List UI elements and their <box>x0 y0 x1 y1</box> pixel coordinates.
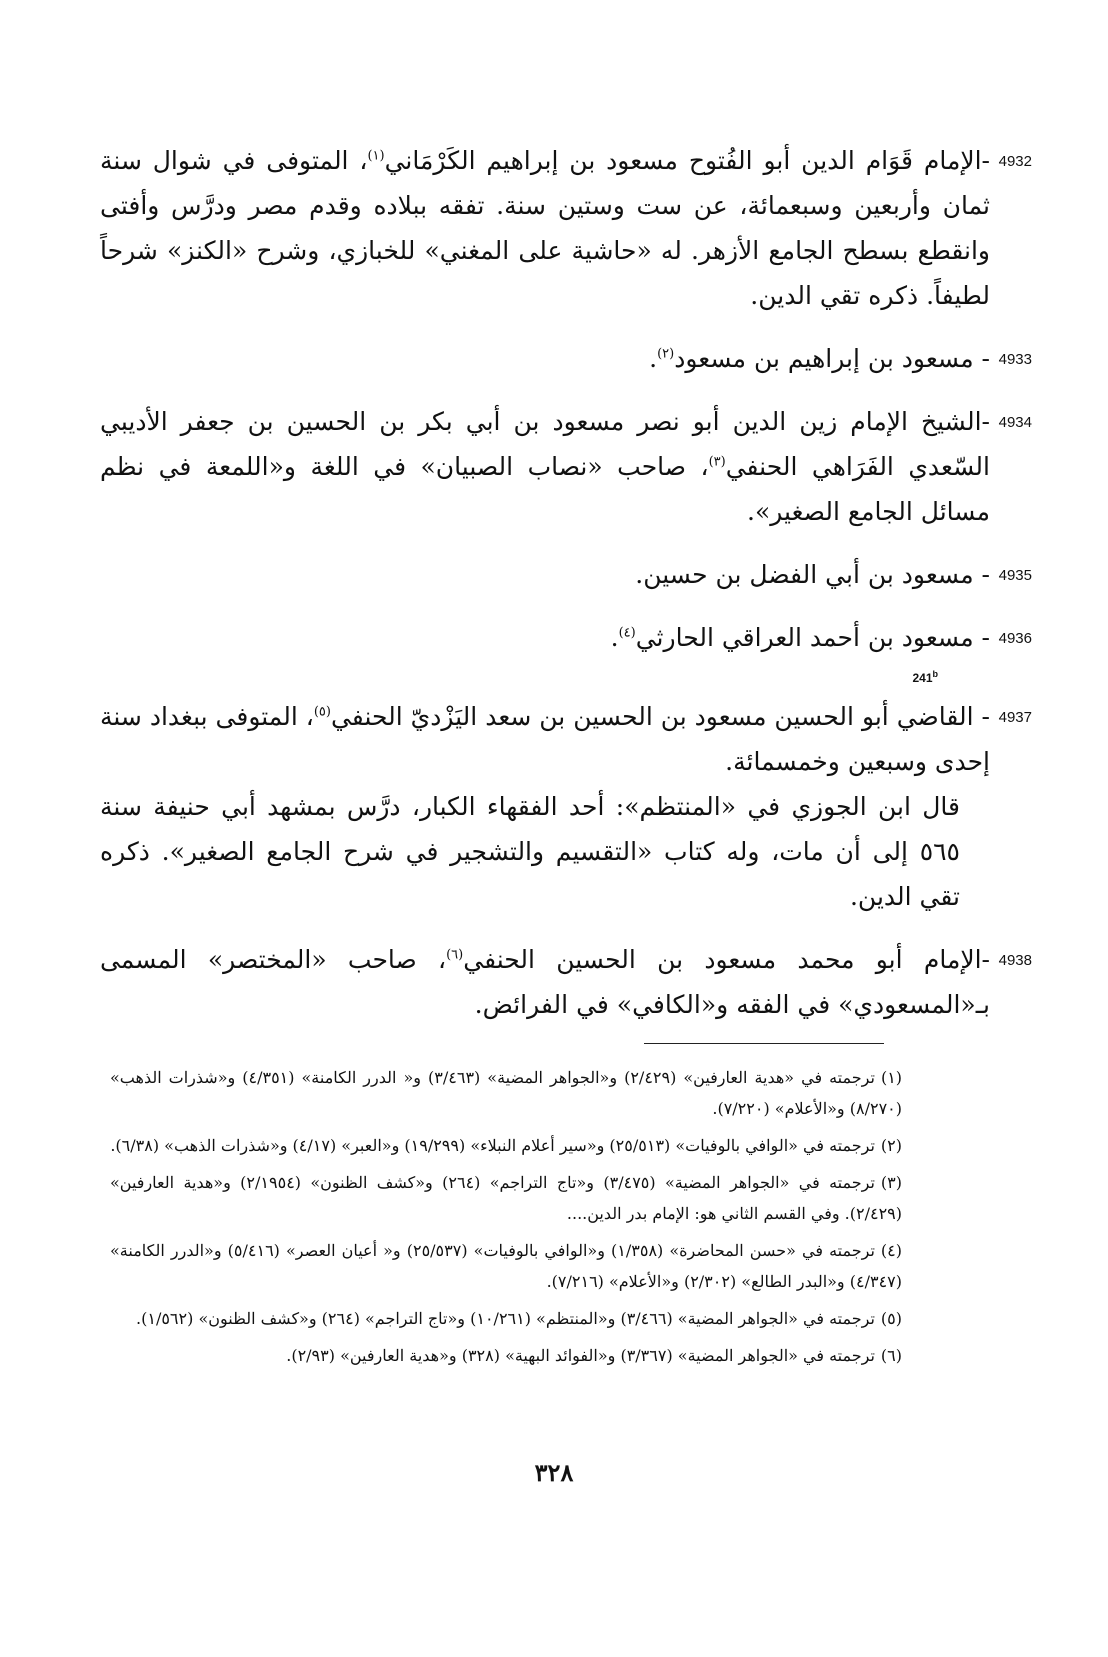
entry-text: -الشيخ الإمام زين الدين أبو نصر مسعود بن أبي بكر بن الحسين بن جعفر الأديبي السّعدي الفَرَاهي الحنفي <box>100 407 990 481</box>
footnote-text: ترجمته في «الجواهر المضية» (٣/٣٦٧) و«الفوائد البهية» (٣٢٨) و«هدية العارفين» (٢/٩٣). <box>286 1346 875 1365</box>
footnote-number: (١) <box>880 1068 903 1087</box>
footnote <box>110 1303 902 1334</box>
footnote <box>110 1235 902 1297</box>
entry-text: -الإمام قَوَام الدين أبو الفُتوح مسعود بن إبراهيم الكَرْمَاني <box>384 146 990 175</box>
footnote-text: ترجمته في «الجواهر المضية» (٣/٤٧٥) و«تاج التراجم» (٢٦٤) و«كشف الظنون» (٢/١٩٥٤) و«هدية العارفين» (٢/٤٢٩). وفي القسم الثاني هو: الإمام بدر الدين.... <box>110 1173 902 1223</box>
entry-4938 <box>100 937 1032 1027</box>
entry-quote: قال ابن الجوزي في «المنتظم»: أحد الفقهاء الكبار، درَّس بمشهد أبي حنيفة سنة ٥٦٥ إلى أن مات، وله كتاب «التقسيم والتشجير في شرح الجامع الصغير». ذكره تقي الدين. <box>100 792 960 911</box>
entry-text-cont: ، المتوفى في شوال سنة ثمان وأربعين وسبعمائة، عن ست وستين سنة. تفقه ببلاده وقدم مصر ودرَّس وأفتى وانقطع بسطح الجامع الأزهر. له «حاشية على المغني» للخبازي، وشرح «الكنز» شرحاً لطيفاً. ذكره تقي الدين. <box>100 146 990 310</box>
footnote <box>110 1062 902 1124</box>
footnote-number: (٦) <box>880 1346 902 1365</box>
entry-text: - القاضي أبو الحسين مسعود بن الحسين بن سعد اليَزْديّ الحنفي <box>330 702 990 731</box>
entry-number: 4932 <box>998 153 1032 170</box>
footnote-ref[interactable]: (٤) <box>618 625 636 641</box>
folio-marker-number: 241 <box>912 671 933 685</box>
entry-number: 4937 <box>998 709 1032 726</box>
footnote-ref[interactable]: (٥) <box>313 704 331 720</box>
footnote-text: ترجمته في «الجواهر المضية» (٣/٤٦٦) و«المنتظم» (١٠/٢٦١) و«تاج التراجم» (٢٦٤) و«كشف الظنون» (١/٥٦٢). <box>136 1309 875 1328</box>
entry-number: 4935 <box>998 567 1032 584</box>
footnote-separator <box>644 1043 884 1044</box>
footnote <box>110 1167 902 1229</box>
entry-number: 4938 <box>998 952 1032 969</box>
page-number: ٣٢٨ <box>534 1458 574 1487</box>
entry-text: - مسعود بن أحمد العراقي الحارثي <box>635 623 990 652</box>
footnotes-section <box>110 1062 902 1377</box>
footnote-ref[interactable]: (٢) <box>657 346 675 362</box>
folio-marker-side: b <box>932 669 938 679</box>
entry-4934 <box>100 399 1032 534</box>
entry-4932 <box>100 138 1032 318</box>
footnote-number: (٤) <box>880 1241 902 1260</box>
entry-4933 <box>100 336 1032 381</box>
footnote-ref[interactable]: (٣) <box>708 454 726 470</box>
footnote-number: (٥) <box>880 1309 902 1328</box>
footnote-text: ترجمته في «حسن المحاضرة» (١/٣٥٨) و«الوافي بالوفيات» (٢٥/٥٣٧) و« أعيان العصر» (٥/٤١٦) و«الدرر الكامنة» (٤/٣٤٧) و«البدر الطالع» (٢/٣٠٢) و«الأعلام» (٧/٢١٦). <box>110 1241 902 1291</box>
footnote-ref[interactable]: (٦) <box>446 947 464 963</box>
footnote-number: (٢) <box>880 1136 902 1155</box>
footnote <box>110 1340 902 1371</box>
entry-text: -الإمام أبو محمد مسعود بن الحسين الحنفي <box>463 945 990 974</box>
footnote-text: ترجمته في «الوافي بالوفيات» (٢٥/٥١٣) و«سير أعلام النبلاء» (١٩/٢٩٩) و«العبر» (٤/١٧) و«شذرات الذهب» (٦/٣٨). <box>110 1136 875 1155</box>
entry-4937 <box>99 694 1032 919</box>
entry-text-cont: ، صاحب «المختصر» المسمى بـ«المسعودي» في الفقه و«الكافي» في الفرائض. <box>100 945 990 1019</box>
entry-number: 4933 <box>998 351 1032 368</box>
footnote <box>110 1130 902 1161</box>
folio-marker <box>100 668 990 688</box>
footnote-ref[interactable]: (١) <box>367 148 385 164</box>
entry-text-cont: ، صاحب «نصاب الصبيان» في اللغة و«اللمعة في نظم مسائل الجامع الصغير». <box>100 452 990 526</box>
entry-4936 <box>100 615 1032 660</box>
entry-text-cont: . <box>610 623 619 652</box>
entry-number: 4934 <box>998 414 1032 431</box>
entries-section <box>99 138 1032 1045</box>
footnote-text: ترجمته في «هدية العارفين» (٢/٤٢٩) و«الجواهر المضية» (٣/٤٦٣) و« الدرر الكامنة» (٤/٣٥١) و«شذرات الذهب» (٨/٢٧٠) و«الأعلام» (٧/٢٢٠). <box>110 1068 902 1118</box>
entry-4935 <box>100 552 1032 597</box>
entry-text: - مسعود بن إبراهيم بن مسعود <box>674 344 990 373</box>
entry-text: - مسعود بن أبي الفضل بن حسين. <box>635 560 990 589</box>
footnote-number: (٣) <box>880 1173 902 1192</box>
entry-text-cont: . <box>649 344 658 373</box>
entry-text-cont: ، المتوفى ببغداد سنة إحدى وسبعين وخمسمائة. <box>99 702 990 776</box>
entry-number: 4936 <box>998 630 1032 647</box>
